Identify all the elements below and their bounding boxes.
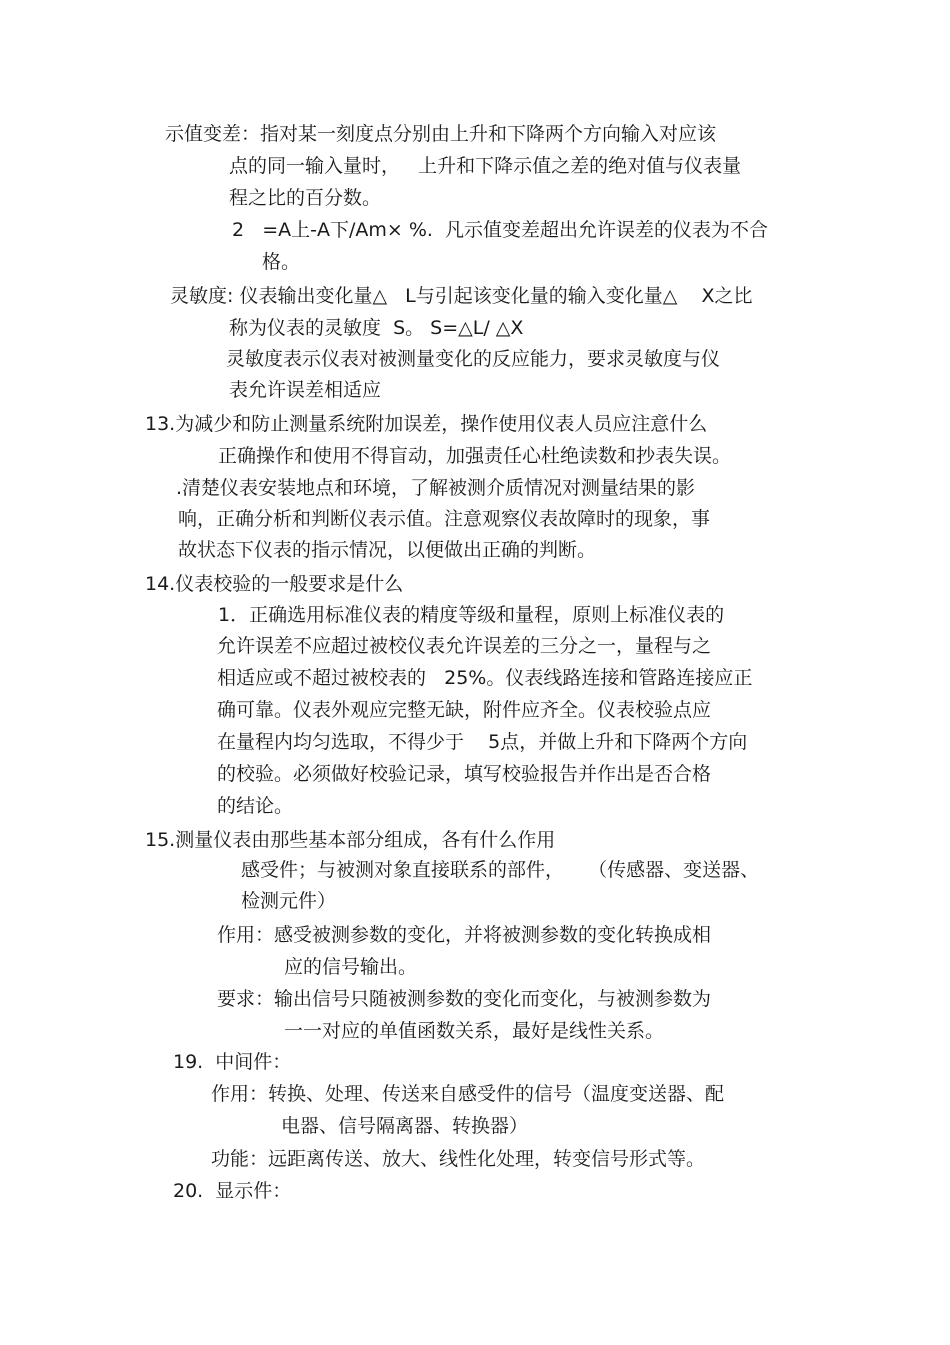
text-line: 作用：转换、处理、传送来自感受件的信号（温度变送器、配 [211, 1083, 725, 1105]
text-line: 要求：输出信号只随被测参数的变化而变化，与被测参数为 [217, 988, 712, 1010]
text-line: 的校验。必须做好校验记录，填写校验报告并作出是否合格 [217, 763, 712, 785]
text-line: 格。 [262, 251, 301, 273]
text-line: 功能：远距离传送、放大、线性化处理，转变信号形式等。 [211, 1148, 706, 1170]
text-line: 的结论。 [217, 795, 294, 817]
text-line: 程之比的百分数。 [229, 187, 382, 209]
question-heading: 13.为减少和防止测量系统附加误差，操作使用仪表人员应注意什么 [145, 413, 708, 435]
text-line: 检测元件） [241, 890, 337, 912]
text-line: 响，正确分析和判断仪表示值。注意观察仪表故障时的现象，事 [178, 508, 711, 530]
text-line: 应的信号输出。 [284, 956, 418, 978]
text-line: 点的同一输入量时， 上升和下降示值之差的绝对值与仪表量 [229, 155, 742, 177]
text-line: .清楚仪表安装地点和环境，了解被测介质情况对测量结果的影 [176, 477, 696, 499]
text-line: 允许误差不应超过被校仪表允许误差的三分之一，量程与之 [217, 635, 712, 657]
text-line: 作用：感受被测参数的变化，并将被测参数的变化转换成相 [217, 924, 712, 946]
text-line: 灵敏度表示仪表对被测量变化的反应能力，要求灵敏度与仪 [226, 348, 721, 370]
text-line: 电器、信号隔离器、转换器） [281, 1115, 529, 1137]
text-line: 示值变差：指对某一刻度点分别由上升和下降两个方向输入对应该 [165, 123, 717, 145]
text-line: 相适应或不超过被校表的 25%。仪表线路连接和管路连接应正 [217, 667, 753, 689]
question-heading: 15.测量仪表由那些基本部分组成，各有什么作用 [145, 829, 556, 851]
text-line: 灵敏度: 仪表输出变化量△ L与引起该变化量的输入变化量△ X之比 [170, 285, 753, 307]
text-line: 一一对应的单值函数关系，最好是线性关系。 [284, 1020, 665, 1042]
section-heading: 19. 中间件： [173, 1051, 292, 1073]
section-heading: 20. 显示件： [173, 1180, 292, 1202]
text-line: 确可靠。仪表外观应完整无缺，附件应齐全。仪表校验点应 [217, 699, 712, 721]
text-line: 感受件；与被测对象直接联系的部件， （传感器、变送器、 [241, 859, 760, 881]
text-line: 故状态下仪表的指示情况，以便做出正确的判断。 [178, 539, 597, 561]
question-heading: 14.仪表校验的一般要求是什么 [145, 573, 404, 595]
text-line: 1．正确选用标准仪表的精度等级和量程，原则上标准仪表的 [218, 604, 725, 626]
formula-line: 称为仪表的灵敏度 S。 S=△L/ △X [229, 317, 524, 339]
text-line: 正确操作和使用不得盲动，加强责任心杜绝读数和抄表失误。 [218, 445, 732, 467]
text-line: 表允许误差相适应 [229, 379, 382, 401]
text-line: 在量程内均匀选取，不得少于 5点，并做上升和下降两个方向 [217, 731, 748, 753]
formula-line: 2 =A上-A下/Am× %. 凡示值变差超出允许误差的仪表为不合 [232, 219, 769, 241]
